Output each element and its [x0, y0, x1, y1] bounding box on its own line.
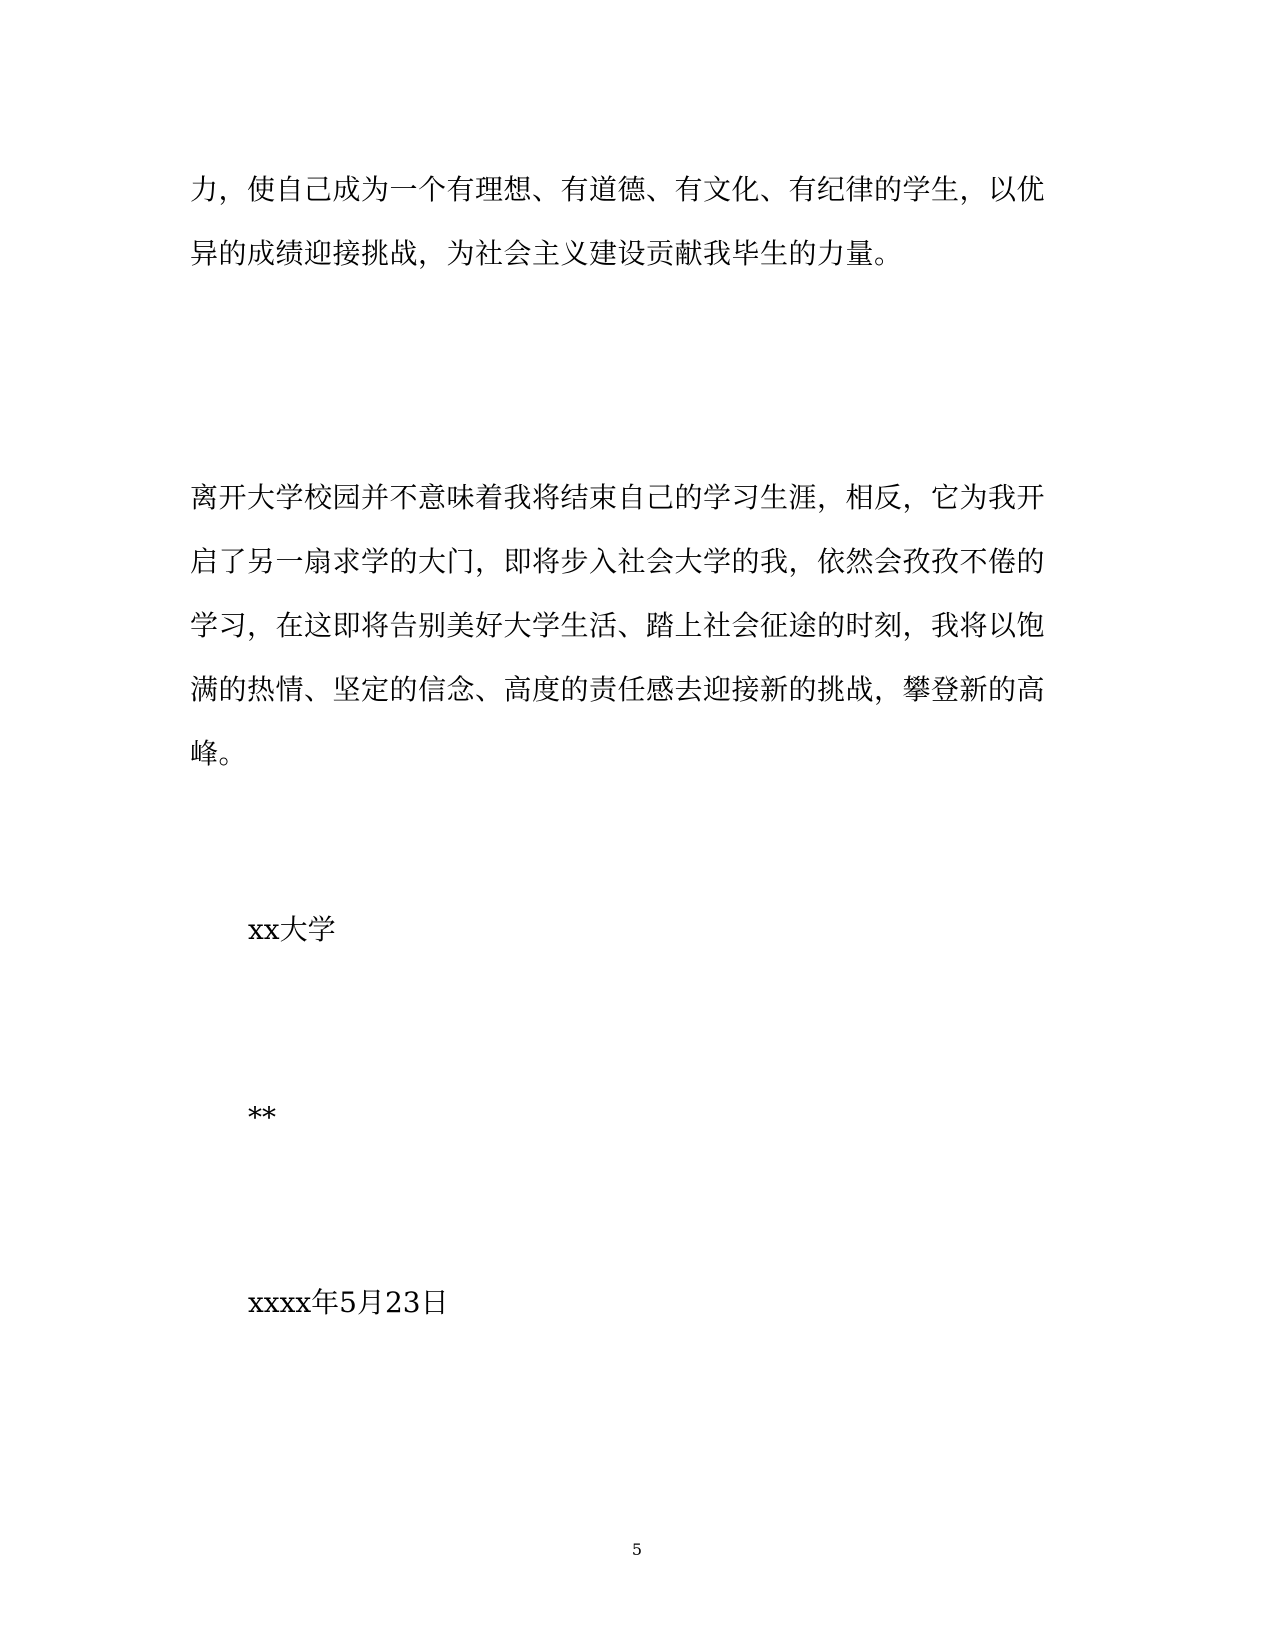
paragraph-line: 学习，在这即将告别美好大学生活、踏上社会征途的时刻，我将以饱 [190, 609, 1046, 642]
paragraph-line: 离开大学校园并不意味着我将结束自己的学习生涯，相反，它为我开 [190, 481, 1046, 514]
signature-name: ** [248, 1101, 276, 1134]
paragraph-line: 启了另一扇求学的大门，即将步入社会大学的我，依然会孜孜不倦的 [190, 545, 1046, 578]
paragraph-line: 峰。 [190, 737, 248, 770]
page-number: 5 [631, 1540, 643, 1559]
paragraph-line: 满的热情、坚定的信念、高度的责任感去迎接新的挑战，攀登新的高 [190, 673, 1046, 706]
paragraph-line: 异的成绩迎接挑战，为社会主义建设贡献我毕生的力量。 [190, 237, 903, 270]
signature-school: xx大学 [248, 913, 336, 946]
paragraph-line: 力，使自己成为一个有理想、有道德、有文化、有纪律的学生，以优 [190, 173, 1046, 206]
signature-date: xxxx年5月23日 [248, 1286, 449, 1319]
